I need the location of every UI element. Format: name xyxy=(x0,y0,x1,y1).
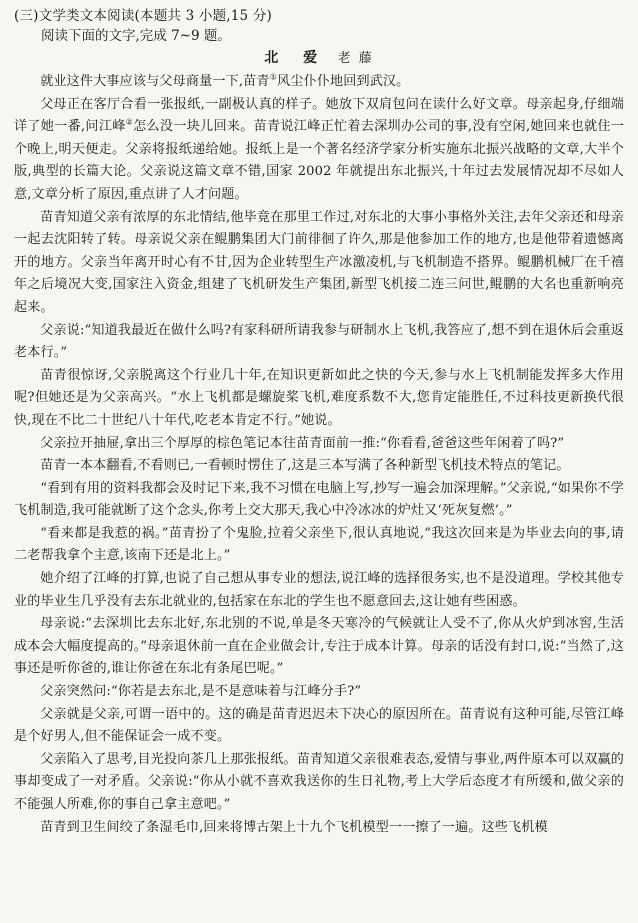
paragraph-text: 父亲就是父亲,可谓一语中的。这的确是苗青迟迟未下决心的原因所在。苗青说有这种可能,尽管江峰是个好男人,但不能保证会一成不变。 xyxy=(14,706,624,745)
paragraph xyxy=(14,433,624,456)
paragraph-text: 父母正在客厅合看一张报纸,一副极认真的样子。她放下双肩包问在读什么好文章。母亲起身,仔细端详了她一番,问江峰 xyxy=(14,96,624,135)
paragraph xyxy=(14,817,624,840)
paragraph xyxy=(14,455,624,478)
paragraph-text: 父亲说:“知道我最近在做什么吗?有家科研所请我参与研制水上飞机,我答应了,想不到在退休后会重返老本行。” xyxy=(14,322,624,361)
paragraph xyxy=(14,613,624,681)
paragraph xyxy=(14,749,624,817)
article-title: 北 爱 xyxy=(264,50,328,66)
paragraph-text: 父亲拉开抽屉,拿出三个厚厚的棕色笔记本往苗青面前一推:“你看看,爸爸这些年闲着了吗?” xyxy=(40,435,565,451)
paragraph-text: 她介绍了江峰的打算,也说了自己想从事专业的想法,说江峰的选择很务实,也不是没道理。学校其他专业的毕业生几乎没有去东北就业的,包括家在东北的学生也不愿意回去,这让她有些困惑。 xyxy=(14,571,624,609)
paragraph-text: 风尘仆仆地回到武汉。 xyxy=(276,74,410,89)
paragraph-text: 母亲说:“去深圳比去东北好,东北别的不说,单是冬天寒冷的气候就让人受不了,你从火炉到冰窖,生活成本会大幅度提高的。”母亲退休前一直在企业做会计,专注于成本计算。母亲的话没有封口,说:“当然了,这事还是听你爸的,谁让你爸在东北有条尾巴呢。” xyxy=(14,616,624,677)
article-title-line xyxy=(14,47,624,70)
instruction: 阅读下面的文字,完成 7~9 题。 xyxy=(41,28,231,44)
paragraph xyxy=(14,523,624,568)
paragraph-text: 就业这件大事应该与父母商量一下,苗青 xyxy=(40,74,270,89)
paragraph xyxy=(14,568,624,613)
paragraph-text: “看到有用的资料我都会及时记下来,我不习惯在电脑上写,抄写一遍会加深理解。”父亲说,“如果你不学飞机制造,我可能就断了这个念头,你考上交大那天,我心中冷冰冰的炉灶又‘死灰复燃’。” xyxy=(14,480,624,519)
paragraph-text: “看来都是我惹的祸。”苗青扮了个鬼脸,拉着父亲坐下,很认真地说,“我这次回来是为毕业去向的事,请二老帮我拿个主意,该南下还是北上。” xyxy=(14,525,624,564)
paragraph-text: 父亲陷入了思考,目光投向茶几上那张报纸。苗青知道父亲很难表态,爱情与事业,两件原本可以双赢的事却变成了一对矛盾。父亲说:“你从小就不喜欢我送你的生日礼物,考上大学后态度才有所缓和,做父亲的不能强人所难,你的事自己拿主意吧。” xyxy=(14,751,624,812)
footnote-marker: ① xyxy=(269,72,277,82)
paragraph xyxy=(14,478,624,523)
section-header: (三)文学类文本阅读(本题共 3 小题,15 分) xyxy=(14,8,272,24)
paragraph xyxy=(14,365,624,433)
paragraph xyxy=(14,704,624,749)
paragraph-text: 苗青一本本翻看,不看则已,一看顿时愣住了,这是三本写满了各种新型飞机技术特点的笔记。 xyxy=(40,458,570,474)
footnote-marker: ② xyxy=(125,117,134,127)
article-author: 老 藤 xyxy=(337,51,374,66)
paragraph xyxy=(14,71,624,94)
paragraph xyxy=(14,681,624,704)
paragraph xyxy=(14,94,624,207)
paragraph-text: 苗青很惊讶,父亲脱离这个行业几十年,在知识更新如此之快的今天,参与水上飞机制能发挥多大作用呢?但她还是为父亲高兴。“水上飞机都是螺旋桨飞机,难度系数不大,您肯定能胜任,不过科技更新换代很快,现在不比二十世纪八十年代,吃老本肯定不行。”她说。 xyxy=(14,367,624,428)
paragraph-text: 苗青知道父亲有浓厚的东北情结,他毕竟在那里工作过,对东北的大事小事格外关注,去年父亲还和母亲一起去沈阳转了转。母亲说父亲在鲲鹏集团大门前徘徊了许久,那是他参加工作的地方,也是他带着遗憾离开的地方。父亲当年离开时心有不甘,因为企业转型生产冰激凌机,与飞机制造不搭界。鲲鹏机械厂在千禧年之后境况大变,国家注入资金,组建了飞机研发生产集团,新型飞机接二连三问世,鲲鹏的大名也重新响亮起来。 xyxy=(14,209,624,315)
paragraph xyxy=(14,207,624,320)
paragraph xyxy=(14,320,624,365)
paragraph-text: 怎么没一块儿回来。苗青说江峰正忙着去深圳办公司的事,没有空闲,她回来也就住一个晚上,明天便走。父亲将报纸递给她。报纸上是一个著名经济学家分析实施东北振兴战略的文章,大半个版,典型的长篇大论。父亲说这篇文章不错,国家 2002 年就提出东北振兴,十年过去发展情况却不尽如人意,文章分析了原因,重点讲了人才问题。 xyxy=(14,119,625,202)
article-body xyxy=(14,71,624,839)
paragraph-text: 苗青到卫生间绞了条湿毛巾,回来将博古架上十九个飞机模型一一擦了一遍。这些飞机模 xyxy=(40,819,548,835)
paragraph-text: 父亲突然问:“你若是去东北,是不是意味着与江峰分手?” xyxy=(40,684,362,700)
